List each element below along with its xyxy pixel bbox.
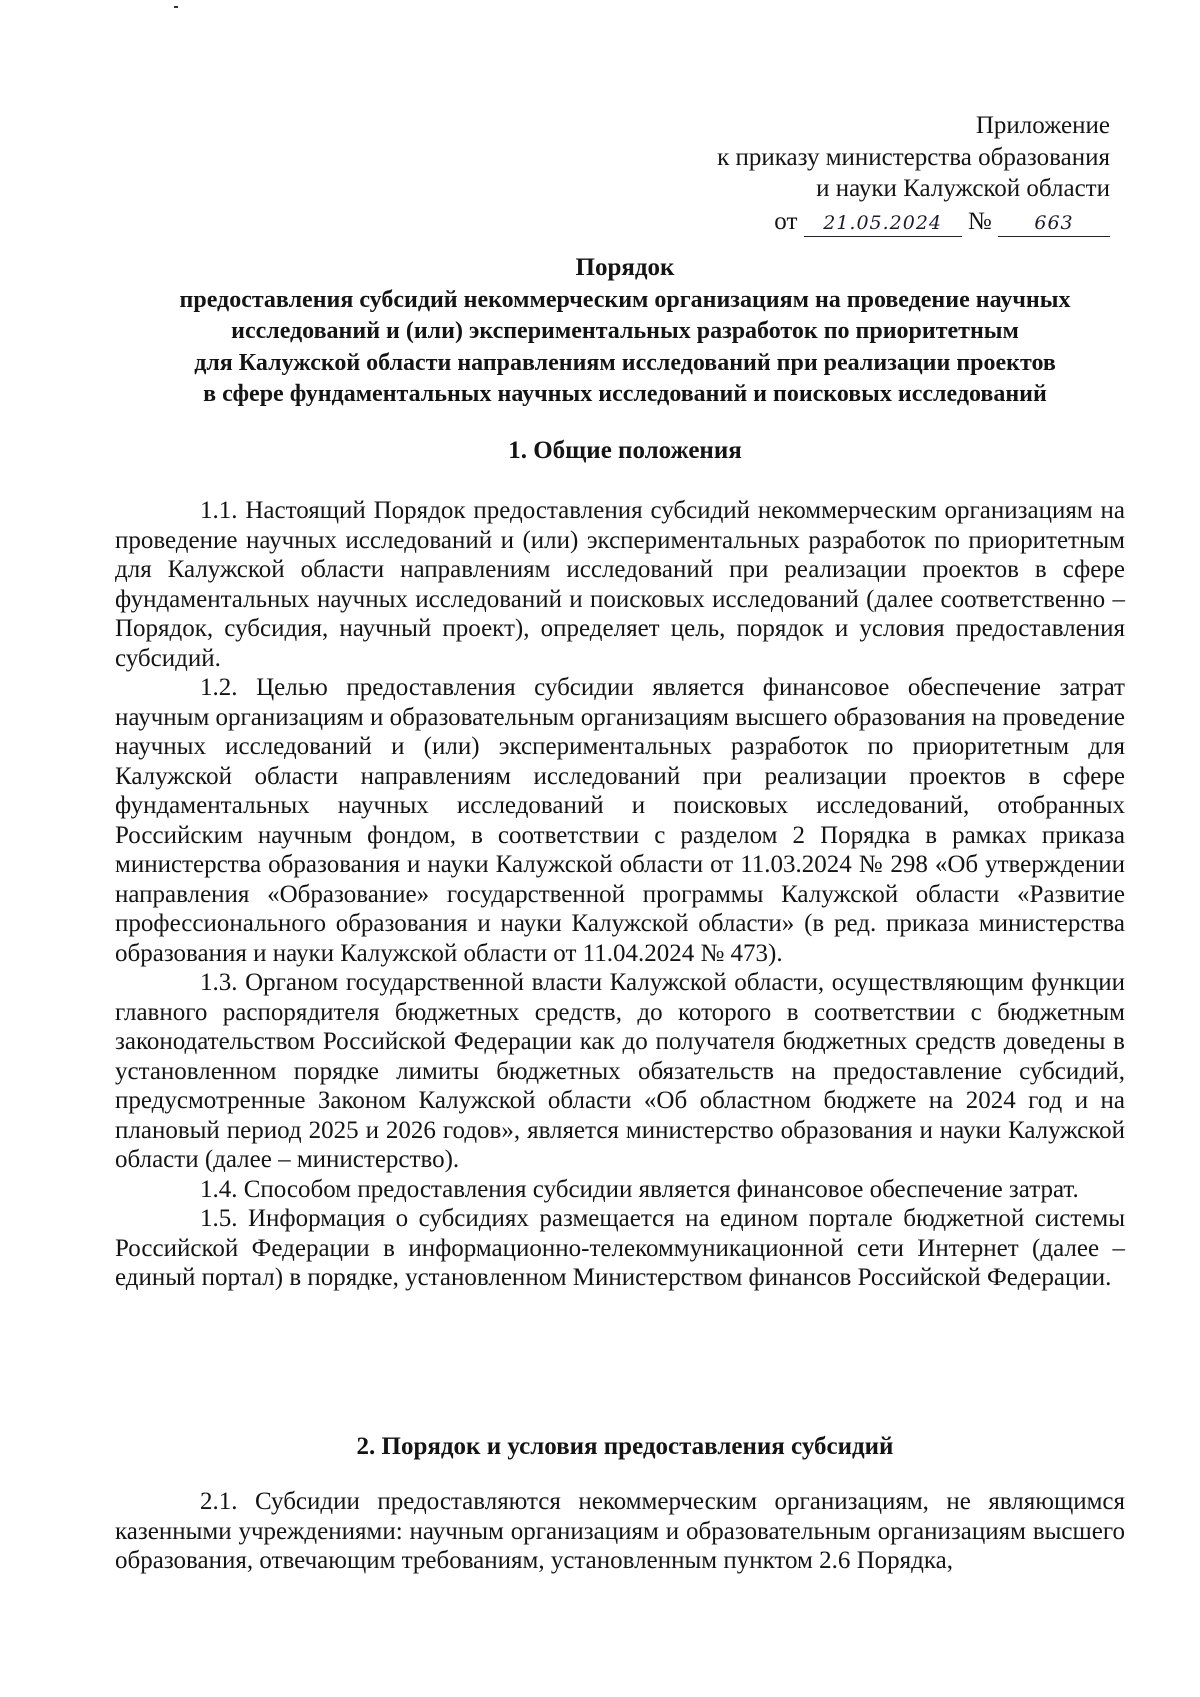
paragraph-2-1: 2.1. Субсидии предоставляются некоммерческим организациям, не являющимся казенными учреждениями: научным организациям и образовательным организациям высшего образования, отвечающим требованиям, установленным пунктом 2.6 Порядка, bbox=[115, 1488, 1125, 1574]
order-date-row bbox=[590, 206, 1110, 238]
title-line: в сфере фундаментальных научных исследований и поисковых исследований bbox=[203, 381, 1047, 407]
section-2-body bbox=[115, 1487, 1125, 1576]
order-reference: к приказу министерства образования bbox=[717, 143, 1110, 171]
appendix-header bbox=[590, 110, 1110, 237]
paragraph-1-4: 1.4. Способом предоставления субсидии является финансовое обеспечение затрат. bbox=[200, 1175, 1079, 1203]
document-title bbox=[100, 252, 1150, 411]
paragraph-1-2: 1.2. Целью предоставления субсидии является финансовое обеспечение затрат научным организациям и образовательным организациям высшего образования на проведение научных исследований и (или) экспериментальных разработок по приоритетным для Калужской области направлениям исследований при реализации проектов в сфере фундаментальных научных исследований и поисковых исследований, отобранных Российским научным фондом, в соответствии с разделом 2 Порядка в рамках приказа министерства образования и науки Калужской области от 11.03.2024 № 298 «Об утверждении направления «Образование» государственной программы Калужской области «Развитие профессионального образования и науки Калужской области» (в ред. приказа министерства образования и науки Калужской области от 11.04.2024 № 473). bbox=[115, 674, 1125, 967]
number-prefix: № bbox=[967, 207, 992, 235]
paragraph-1-5: 1.5. Информация о субсидиях размещается на едином портале бюджетной системы Российской Федерации в информационно-телекоммуникационной сети Интернет (далее – единый портал) в порядке, установленном Министерством финансов Российской Федерации. bbox=[115, 1205, 1125, 1291]
section-1-body bbox=[115, 496, 1125, 1293]
paragraph-1-1: 1.1. Настоящий Порядок предоставления субсидий некоммерческим организациям на проведение научных исследований и (или) экспериментальных разработок по приоритетным для Калужской области направлениям исследований при реализации проектов в сфере фундаментальных научных исследований и поисковых исследований (далее соответственно – Порядок, субсидия, научный проект), определяет цель, порядок и условия предоставления субсидий. bbox=[115, 497, 1125, 672]
appendix-label: Приложение bbox=[975, 112, 1110, 139]
scan-mark bbox=[174, 6, 178, 8]
section-1-heading: 1. Общие положения bbox=[508, 437, 742, 464]
paragraph-1-3: 1.3. Органом государственной власти Калужской области, осуществляющим функции главного распорядителя бюджетных средств, до которого в соответствии с бюджетным законодательством Российской Федерации как до получателя бюджетных средств доведены в установленном порядке лимиты бюджетных обязательств на предоставление субсидий, предусмотренные Законом Калужской области «Об областном бюджете на 2024 год и на плановый период 2025 и 2026 годов», является министерство образования и науки Калужской области (далее – министерство). bbox=[115, 969, 1125, 1173]
title-line: исследований и (или) экспериментальных разработок по приоритетным bbox=[231, 318, 1019, 344]
title-line: для Калужской области направлениям исследований при реализации проектов bbox=[194, 349, 1056, 376]
handwritten-date: 21.05.2024 bbox=[804, 210, 962, 237]
title-main: Порядок bbox=[575, 254, 675, 281]
ministry-name: и науки Калужской области bbox=[816, 175, 1110, 202]
title-line: предоставления субсидий некоммерческим организациям на проведение научных bbox=[179, 286, 1071, 313]
date-prefix: от bbox=[774, 207, 798, 235]
handwritten-number: 663 bbox=[998, 210, 1110, 237]
section-2-heading: 2. Порядок и условия предоставления субсидий bbox=[356, 1433, 894, 1460]
